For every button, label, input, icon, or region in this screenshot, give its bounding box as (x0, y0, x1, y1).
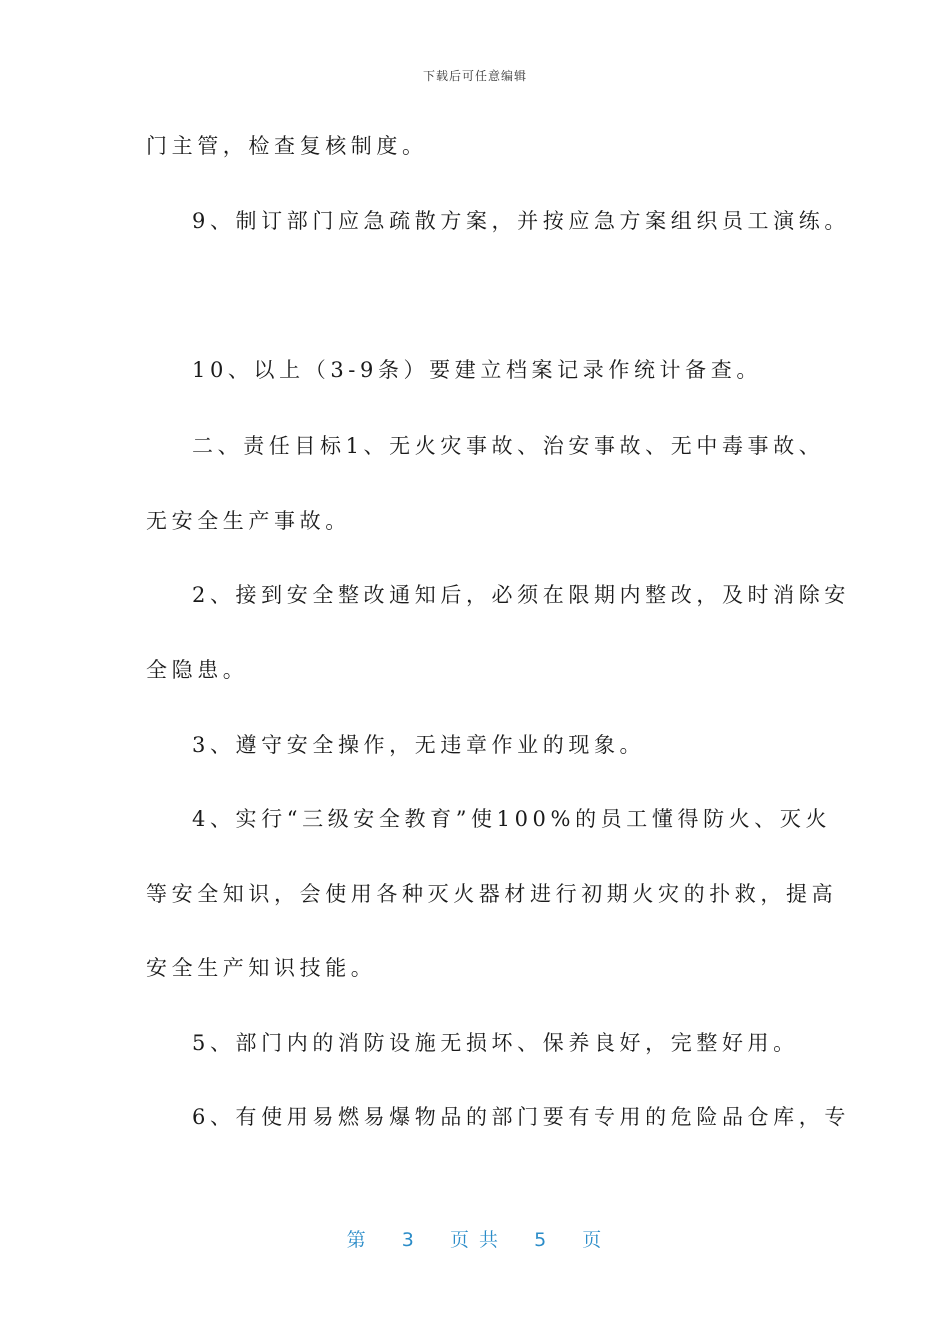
paragraph-line: 5、部门内的消防设施无损坏、保养良好，完整好用。 (192, 1031, 799, 1055)
paragraph-line: 10、以上（3-9条）要建立档案记录作统计备查。 (192, 358, 762, 382)
paragraph-line: 4、实行“三级安全教育”使100%的员工懂得防火、灭火 (192, 807, 832, 831)
page-header: 下载后可任意编辑 (422, 69, 527, 83)
current-page-number: 3 (401, 1229, 416, 1251)
paragraph-line: 2、接到安全整改通知后，必须在限期内整改，及时消除安 (192, 583, 850, 607)
paragraph-line: 等安全知识，会使用各种灭火器材进行初期火灾的扑救，提高 (146, 882, 838, 906)
paragraph-line: 6、有使用易燃易爆物品的部门要有专用的危险品仓库，专 (192, 1105, 850, 1129)
page-label-suffix: 页 (582, 1229, 604, 1251)
paragraph-line: 二、责任目标1、无火灾事故、治安事故、无中毒事故、 (192, 434, 825, 458)
page-footer (0, 1225, 950, 1252)
paragraph-line: 3、遵守安全操作，无违章作业的现象。 (192, 733, 646, 757)
page-label-mid: 页 共 (449, 1229, 501, 1251)
paragraph-line: 全隐患。 (146, 658, 249, 682)
paragraph-line: 门主管，检查复核制度。 (146, 134, 428, 158)
paragraph-line: 安全生产知识技能。 (146, 956, 377, 980)
paragraph-line: 9、制订部门应急疏散方案，并按应急方案组织员工演练。 (192, 209, 850, 233)
paragraph-line: 无安全生产事故。 (146, 509, 351, 533)
page-label-prefix: 第 (346, 1229, 368, 1251)
total-pages-number: 5 (534, 1229, 549, 1251)
